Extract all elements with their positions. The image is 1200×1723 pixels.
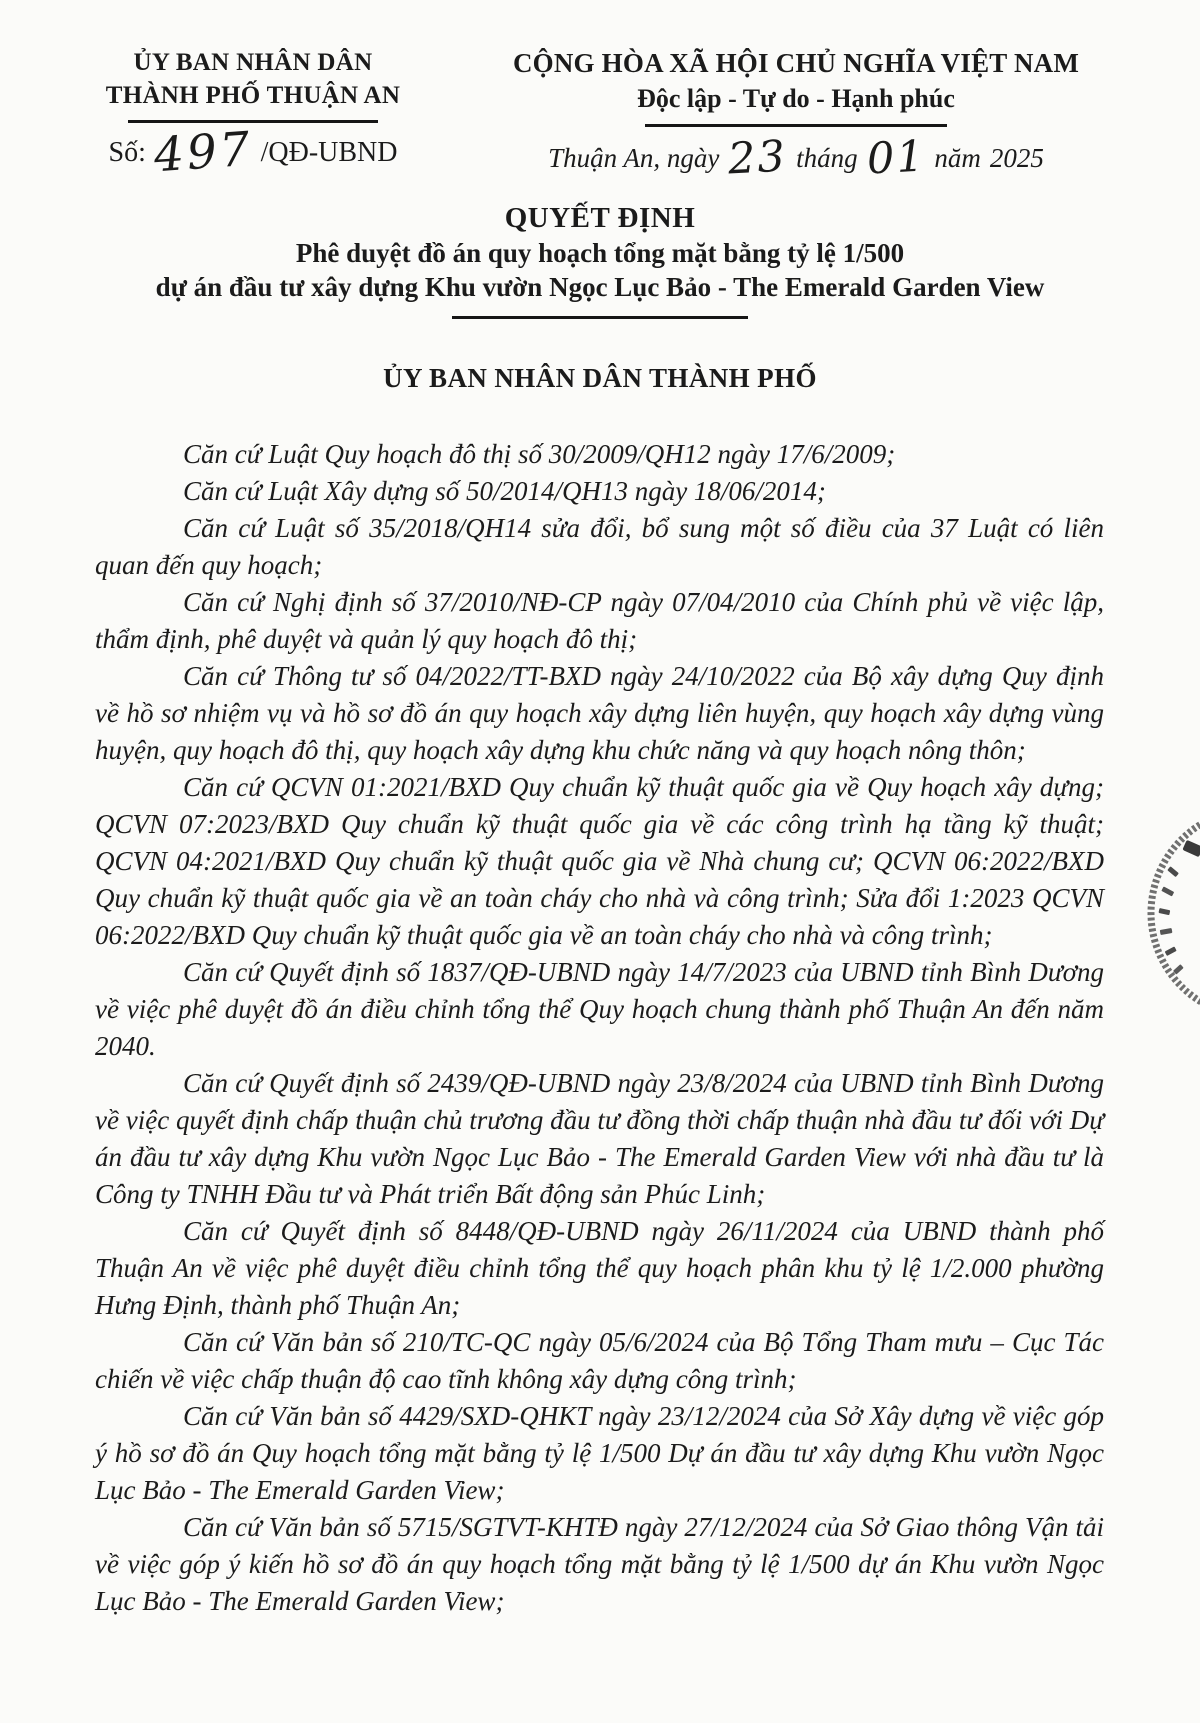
body-paragraph: Căn cứ QCVN 01:2021/BXD Quy chuẩn kỹ thuật quốc gia về Quy hoạch xây dựng; QCVN 07:2023/BXD Quy chuẩn kỹ thuật quốc gia về các công trình hạ tầng kỹ thuật; QCVN 04:2021/BXD Quy chuẩn kỹ thuật quốc gia về Nhà chung cư; QCVN 06:2022/BXD Quy chuẩn kỹ thuật quốc gia về an toàn cháy cho nhà và công trình; Sửa đổi 1:2023 QCVN 06:2022/BXD Quy chuẩn kỹ thuật quốc gia về an toàn cháy cho nhà và công trình; — [95, 772, 1104, 950]
body-paragraph: Căn cứ Thông tư số 04/2022/TT-BXD ngày 24/10/2022 của Bộ xây dựng Quy định về hồ sơ nhiệm vụ và hồ sơ đồ án quy hoạch xây dựng liên huyện, quy hoạch xây dựng vùng huyện, quy hoạch đô thị, quy hoạch xây dựng khu chức năng và quy hoạch nông thôn; — [95, 661, 1104, 765]
national-motto-line1: CỘNG HÒA XÃ HỘI CHỦ NGHĨA VIỆT NAM — [512, 48, 1080, 78]
body-paragraph: Căn cứ Văn bản số 210/TC-QC ngày 05/6/2024 của Bộ Tổng Tham mưu – Cục Tác chiến về việc chấp thuận độ cao tĩnh không xây dựng công trình; — [95, 1327, 1104, 1394]
body-paragraph: Căn cứ Luật Xây dựng số 50/2014/QH13 ngày 18/06/2014; — [183, 476, 826, 506]
document-title-block — [0, 200, 1200, 319]
date-day-handwritten: 23 — [727, 131, 789, 185]
date-month-word: tháng — [796, 142, 858, 173]
date-month-handwritten: 01 — [865, 131, 927, 185]
national-motto-line2: Độc lập - Tự do - Hạnh phúc — [637, 84, 955, 113]
issuing-org-block — [78, 46, 428, 184]
issue-date-line — [428, 131, 1164, 185]
document-number-suffix: /QĐ-UBND — [260, 137, 398, 168]
body-paragraph: Căn cứ Quyết định số 8448/QĐ-UBND ngày 26/11/2024 của UBND thành phố Thuận An về việc phê duyệt điều chỉnh tổng thể quy hoạch phân khu tỷ lệ 1/2.000 phường Hưng Định, thành phố Thuận An; — [95, 1216, 1104, 1320]
body-paragraph: Căn cứ Văn bản số 5715/SGTVT-KHTĐ ngày 27/12/2024 của Sở Giao thông Vận tải về việc góp ý kiến hồ sơ đồ án quy hoạch tổng mặt bằng tỷ lệ 1/500 dự án Khu vườn Ngọc Lục Bảo - The Emerald Garden View; — [95, 1512, 1104, 1616]
authority-heading: ỦY BAN NHÂN DÂN THÀNH PHỐ — [383, 363, 817, 393]
body-paragraph: Căn cứ Quyết định số 2439/QĐ-UBND ngày 23/8/2024 của UBND tỉnh Bình Dương về việc quyết định chấp thuận chủ trương đầu tư đồng thời chấp thuận nhà đầu tư đối với Dự án đầu tư xây dựng Khu vườn Ngọc Lục Bảo - The Emerald Garden View với nhà đầu tư là Công ty TNHH Đầu tư và Phát triển Bất động sản Phúc Linh; — [95, 1068, 1104, 1209]
document-header — [0, 0, 1200, 185]
motto-underline — [645, 124, 947, 127]
document-number-handwritten: 497 — [152, 121, 255, 184]
document-subtitle-line2: dự án đầu tư xây dựng Khu vườn Ngọc Lục Bảo - The Emerald Garden View — [155, 272, 1045, 302]
circular-seal-fragment-icon — [1138, 803, 1200, 1028]
body-paragraph: Căn cứ Quyết định số 1837/QĐ-UBND ngày 14/7/2023 của UBND tỉnh Bình Dương về việc phê duyệt đồ án điều chỉnh tổng thể Quy hoạch chung thành phố Thuận An đến năm 2040. — [95, 957, 1104, 1061]
national-header-block — [428, 46, 1170, 185]
org-name-line2: THÀNH PHỐ THUẬN AN — [105, 82, 401, 109]
body-paragraph: Căn cứ Luật số 35/2018/QH14 sửa đổi, bổ sung một số điều của 37 Luật có liên quan đến quy hoạch; — [95, 513, 1104, 580]
org-underline — [128, 120, 378, 123]
body-paragraph: Căn cứ Luật Quy hoạch đô thị số 30/2009/QH12 ngày 17/6/2009; — [183, 439, 896, 469]
title-underline — [452, 316, 748, 319]
date-year: 2025 — [989, 142, 1044, 173]
document-number-label: Số: — [108, 137, 146, 168]
date-year-word: năm — [934, 142, 981, 173]
document-type-heading: QUYẾT ĐỊNH — [504, 202, 696, 234]
body-paragraph: Căn cứ Nghị định số 37/2010/NĐ-CP ngày 07/04/2010 của Chính phủ về việc lập, thẩm định, phê duyệt và quản lý quy hoạch đô thị; — [95, 587, 1104, 654]
document-subtitle-line1: Phê duyệt đồ án quy hoạch tổng mặt bằng tỷ lệ 1/500 — [295, 238, 905, 268]
document-body — [95, 436, 1104, 1620]
date-prefix: Thuận An, ngày — [548, 142, 720, 173]
document-number-line — [78, 121, 428, 184]
org-name-line1: ỦY BAN NHÂN DÂN — [133, 49, 373, 76]
body-paragraph: Căn cứ Văn bản số 4429/SXD-QHKT ngày 23/12/2024 của Sở Xây dựng về việc góp ý hồ sơ đồ án Quy hoạch tổng mặt bằng tỷ lệ 1/500 Dự án đầu tư xây dựng Khu vườn Ngọc Lục Bảo - The Emerald Garden View; — [95, 1401, 1104, 1505]
